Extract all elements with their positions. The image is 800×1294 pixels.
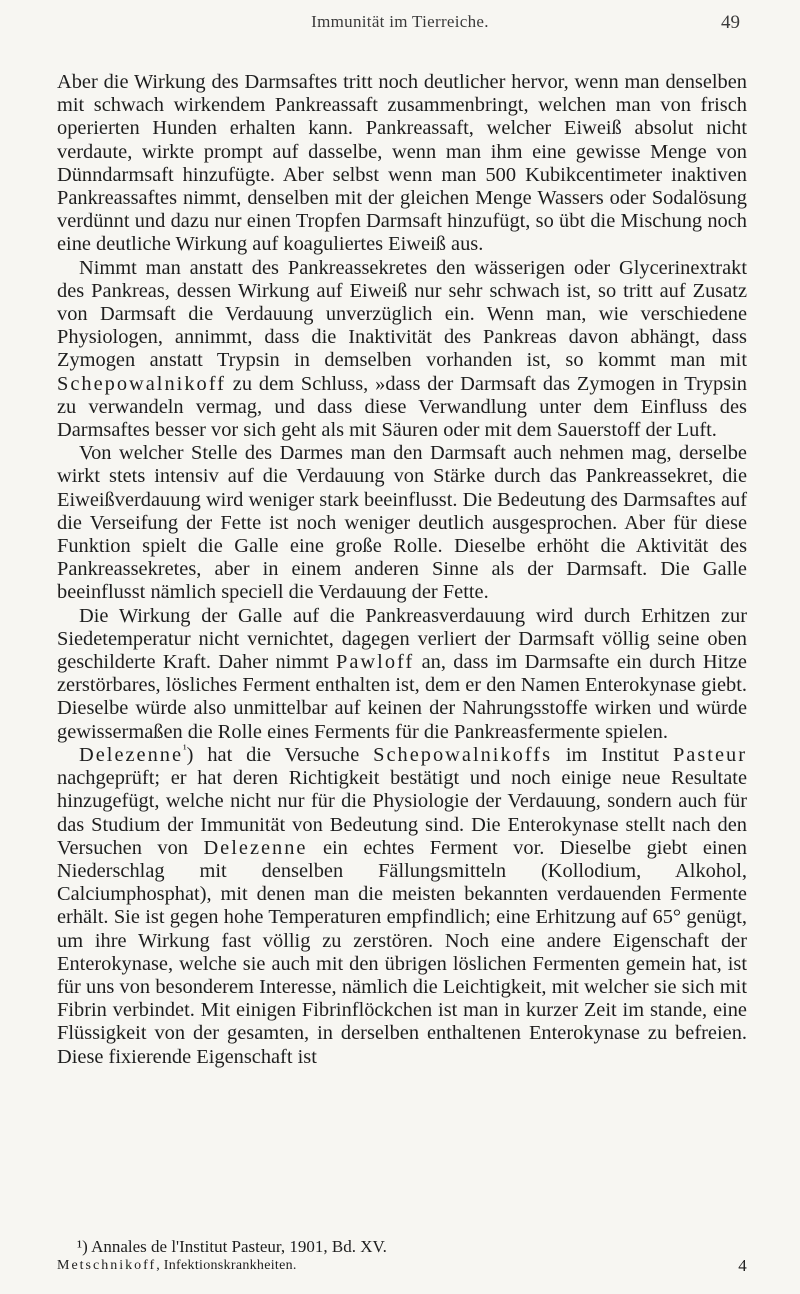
text-run: nachgeprüft; er hat deren Richtigkeit bestätigt und noch einige neue Resultate hinzugefügt, welche nicht nur für die Physiologie der Verdauung, sondern auch für das Studium der Immunität von Bedeutung sind. Die Enterokynase stellt nach den Versuchen von: [57, 767, 747, 859]
paragraph: [57, 605, 747, 744]
running-header: [0, 12, 800, 42]
paragraph: [57, 442, 747, 604]
footnote: [77, 1237, 747, 1257]
body-text: [57, 71, 747, 1069]
running-title: Immunität im Tierreiche.: [311, 12, 489, 31]
paragraph: [57, 257, 747, 443]
signature-title: , Infektionskrankheiten.: [156, 1258, 297, 1273]
text-run: Von welcher Stelle des Darmes man den Darmsaft auch nehmen mag, derselbe wirkt stets intensiv auf die Verdauung von Stärke durch das Pankreassekret, die Eiweißverdauung wird weniger stark beeinflusst. Die Bedeutung des Darmsaftes auf die Verseifung der Fette ist noch weniger deutlich ausgesprochen. Aber für diese Funktion spielt die Galle eine große Rolle. Dieselbe erhöht die Aktivität des Pankreassekretes, aber in einem anderen Sinne als der Darmsaft. Die Galle beeinflusst nämlich speciell die Verdauung der Fette.: [57, 442, 747, 604]
signature-author: Metschnikoff: [57, 1258, 157, 1273]
text-run: im Institut: [552, 743, 673, 766]
sheet-signature: [57, 1258, 747, 1274]
spaced-name: Pawloff: [336, 651, 415, 674]
text-run: Nimmt man anstatt des Pankreassekretes den wässerigen oder Glycerinextrakt des Pankreas, dessen Wirkung auf Eiweiß nur sehr schwach ist, so tritt auf Zusatz von Darmsaft die Verdauung unverzüglich ein. Wenn man, wie verschiedene Physiologen, annimmt, dass die Inaktivität des Pankreas davon abhängt, dass Zymogen anstatt Trypsin in demselben vorhanden ist, so kommt man mit: [57, 256, 747, 372]
footnote-text: Annales de l'Institut Pasteur, 1901, Bd. XV.: [91, 1237, 387, 1256]
spaced-name: Delezenne: [203, 836, 308, 859]
page-number: 49: [721, 12, 740, 33]
spaced-name: Schepowalnikoff: [57, 372, 226, 395]
paragraph: [57, 71, 747, 257]
spaced-name: Pasteur: [672, 743, 747, 766]
footnote-marker: ¹): [77, 1237, 88, 1256]
paragraph: [57, 744, 747, 1069]
footnote-reference: ¹: [183, 742, 187, 757]
spaced-name: Delezenne: [79, 743, 184, 766]
text-run: ein echtes Ferment vor. Dieselbe giebt einen Niederschlag mit denselben Fällungsmitteln (Kollodium, Alkohol, Calciumphosphat), mit denen man die meisten bekannten verdauenden Fermente erhält. Sie ist gegen hohe Temperaturen empfindlich; eine Erhitzung auf 65° genügt, um ihre Wirkung fast völlig zu zerstören. Noch eine andere Eigenschaft der Enterokynase, welche sie auch mit den übrigen löslichen Fermenten gemein hat, ist für uns von besonderem Interesse, nämlich die Leichtigkeit, mit welcher sie sich mit Fibrin verbindet. Mit einigen Fibrinflöckchen ist man in kurzer Zeit im stande, eine Flüssigkeit von der gesamten, in derselben enthaltenen Enterokynase zu befreien. Diese fixierende Eigenschaft ist: [57, 836, 747, 1068]
text-run: zu dem Schluss, »dass der Darmsaft das Zymogen in Trypsin zu verwandeln vermag, und dass diese Verwandlung unter dem Einfluss des Darmsaftes besser vor sich geht als mit Säuren oder mit dem Sauerstoff der Luft.: [57, 372, 747, 442]
text-run: ) hat die Versuche: [186, 743, 374, 766]
text-run: Die Wirkung der Galle auf die Pankreasverdauung wird durch Erhitzen zur Siedetemperatur nicht vernichtet, dagegen verliert der Darmsaft völlig seine oben geschilderte Kraft. Daher nimmt: [57, 604, 747, 674]
text-run: an, dass im Darmsafte ein durch Hitze zerstörbares, lösliches Ferment enthalten ist, dem er den Namen Enterokynase giebt. Dieselbe würde also unmittelbar auf keinen der Nahrungsstoffe wirken und würde gewissermaßen die Rolle eines Ferments für die Pankreasfermente spielen.: [57, 651, 747, 743]
spaced-name: Schepowalnikoffs: [373, 743, 553, 766]
sheet-number: 4: [738, 1256, 747, 1275]
text-run: Aber die Wirkung des Darmsaftes tritt noch deutlicher hervor, wenn man denselben mit schwach wirkendem Pankreassaft zusammenbringt, welchen man von frisch operierten Hunden erhalten kann. Pankreassaft, welcher Eiweiß absolut nicht verdaute, wirkte prompt auf dasselbe, wenn man ihm eine gewisse Menge von Dünndarmsaft hinzufügte. Aber selbst wenn man 500 Kubikcentimeter inaktiven Pankreassaftes nimmt, denselben mit der gleichen Menge Wassers oder Sodalösung verdünnt und dazu nur einen Tropfen Darmsaft hinzufügt, so übt die Mischung noch eine deutliche Wirkung auf koaguliertes Eiweiß aus.: [57, 71, 747, 256]
